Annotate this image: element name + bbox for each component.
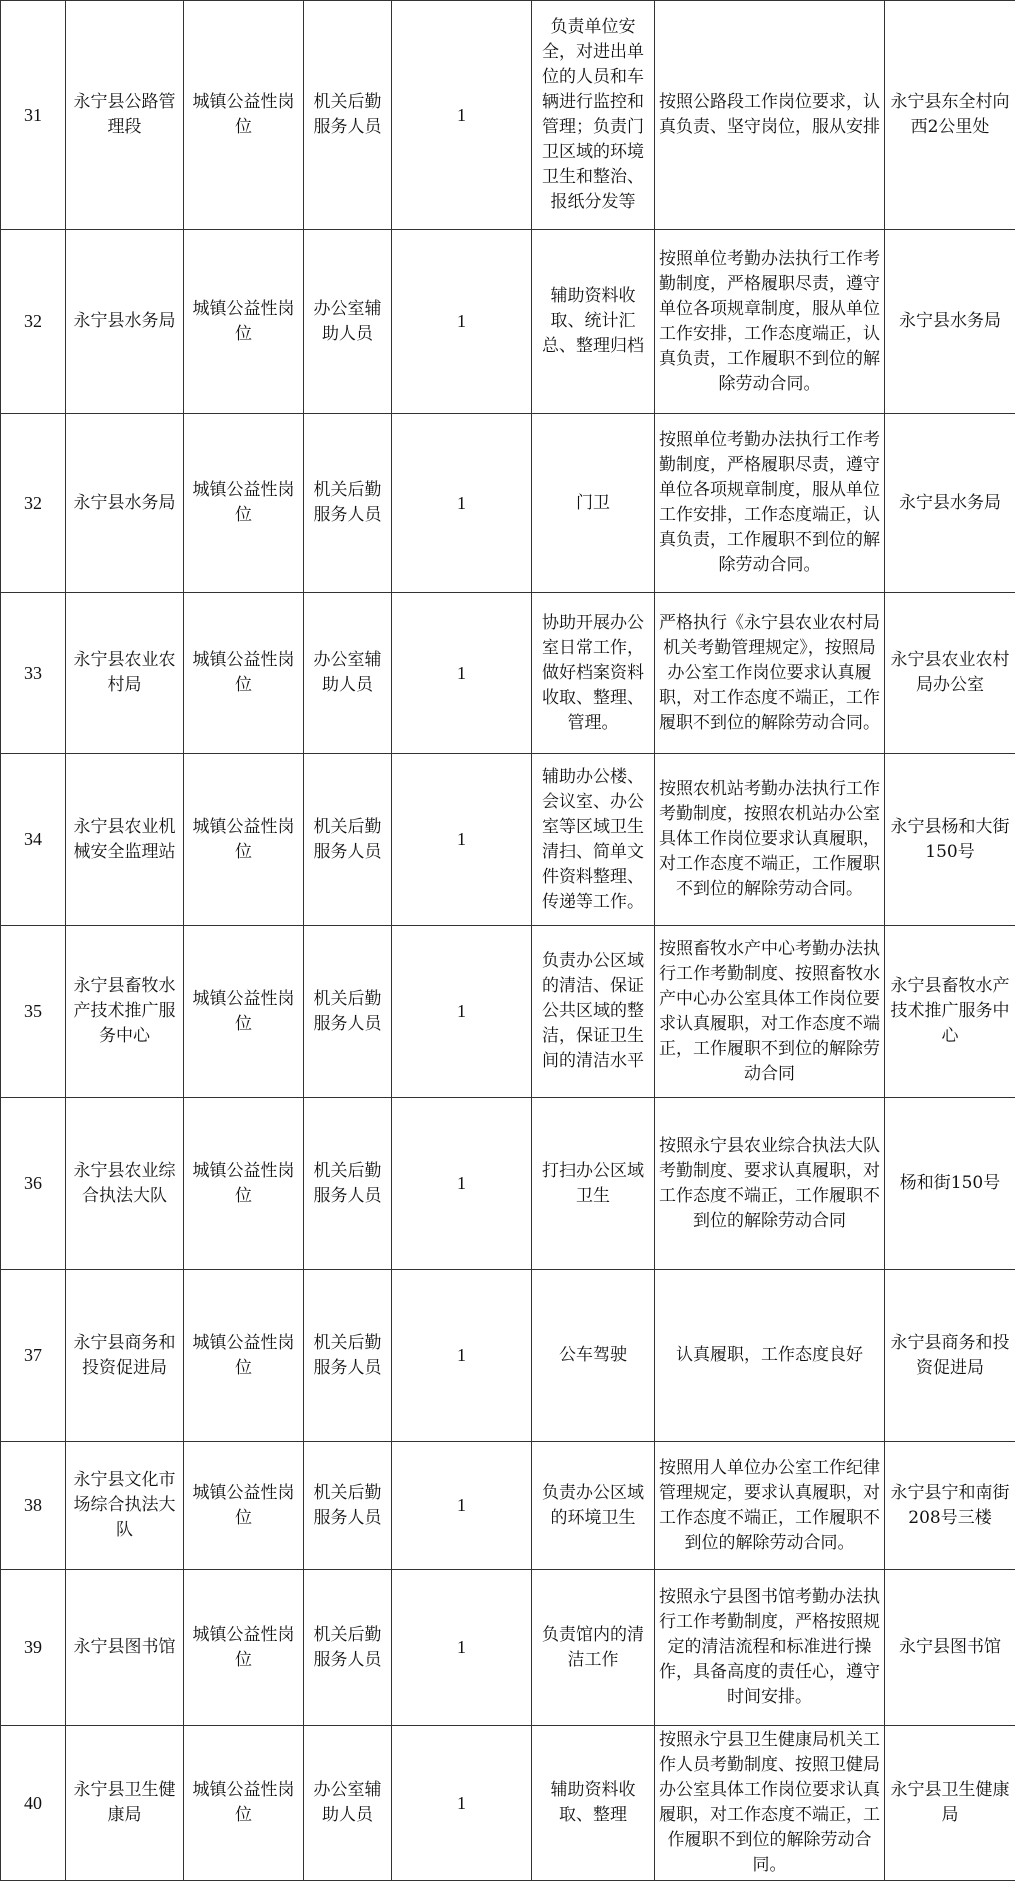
employer-unit: 永宁县水务局 [66,230,184,414]
job-duty: 负责单位安全，对进出单位的人员和车辆进行监控和管理；负责门卫区域的环境卫生和整治、报纸分发等 [532,1,655,230]
employer-unit: 永宁县水务局 [66,414,184,593]
work-location: 永宁县水务局 [885,230,1015,414]
headcount: 1 [392,593,532,754]
position-type: 城镇公益性岗位 [184,926,304,1098]
position-type: 城镇公益性岗位 [184,1270,304,1442]
position-type: 城镇公益性岗位 [184,1098,304,1270]
position-type: 城镇公益性岗位 [184,1,304,230]
position-type: 城镇公益性岗位 [184,230,304,414]
job-requirement: 按照用人单位办公室工作纪律管理规定，要求认真履职，对工作态度不端正，工作履职不到位的解除劳动合同。 [655,1442,885,1570]
row-number: 33 [1,593,66,754]
table-row [1,414,1015,593]
job-duty: 辅助办公楼、会议室、办公室等区域卫生清扫、简单文件资料整理、传递等工作。 [532,754,655,926]
table-row [1,926,1015,1098]
position-name: 机关后勤服务人员 [304,1098,392,1270]
job-requirement: 按照农机站考勤办法执行工作考勤制度，按照农机站办公室具体工作岗位要求认真履职，对工作态度不端正，工作履职不到位的解除劳动合同。 [655,754,885,926]
work-location: 永宁县东全村向西2公里处 [885,1,1015,230]
position-type: 城镇公益性岗位 [184,593,304,754]
employer-unit: 永宁县畜牧水产技术推广服务中心 [66,926,184,1098]
employer-unit: 永宁县公路管理段 [66,1,184,230]
row-number: 32 [1,230,66,414]
table-row [1,1,1015,230]
position-name: 机关后勤服务人员 [304,414,392,593]
headcount: 1 [392,230,532,414]
position-name: 机关后勤服务人员 [304,1,392,230]
employer-unit: 永宁县农业农村局 [66,593,184,754]
job-duty: 负责办公区域的清洁、保证公共区域的整洁，保证卫生间的清洁水平 [532,926,655,1098]
job-duty: 辅助资料收取、整理 [532,1726,655,1881]
job-requirement: 按照永宁县图书馆考勤办法执行工作考勤制度，严格按照规定的清洁流程和标准进行操作，具备高度的责任心，遵守时间安排。 [655,1570,885,1726]
position-name: 办公室辅助人员 [304,593,392,754]
position-type: 城镇公益性岗位 [184,754,304,926]
headcount: 1 [392,1442,532,1570]
table-row [1,230,1015,414]
position-type: 城镇公益性岗位 [184,1570,304,1726]
job-requirement: 按照单位考勤办法执行工作考勤制度，严格履职尽责，遵守单位各项规章制度，服从单位工作安排，工作态度端正，认真负责，工作履职不到位的解除劳动合同。 [655,414,885,593]
work-location: 永宁县农业农村局办公室 [885,593,1015,754]
table-row [1,1726,1015,1881]
job-requirement: 按照单位考勤办法执行工作考勤制度，严格履职尽责，遵守单位各项规章制度，服从单位工作安排，工作态度端正，认真负责，工作履职不到位的解除劳动合同。 [655,230,885,414]
position-name: 机关后勤服务人员 [304,1570,392,1726]
employer-unit: 永宁县卫生健康局 [66,1726,184,1881]
headcount: 1 [392,754,532,926]
headcount: 1 [392,1726,532,1881]
table-row [1,754,1015,926]
job-duty: 门卫 [532,414,655,593]
headcount: 1 [392,1570,532,1726]
headcount: 1 [392,1,532,230]
headcount: 1 [392,1270,532,1442]
work-location: 永宁县杨和大街150号 [885,754,1015,926]
position-name: 机关后勤服务人员 [304,926,392,1098]
employer-unit: 永宁县农业综合执法大队 [66,1098,184,1270]
row-number: 34 [1,754,66,926]
headcount: 1 [392,926,532,1098]
row-number: 38 [1,1442,66,1570]
table-row [1,1098,1015,1270]
job-requirement: 认真履职，工作态度良好 [655,1270,885,1442]
work-location: 永宁县商务和投资促进局 [885,1270,1015,1442]
work-location: 永宁县图书馆 [885,1570,1015,1726]
job-duty: 协助开展办公室日常工作，做好档案资料收取、整理、管理。 [532,593,655,754]
work-location: 永宁县水务局 [885,414,1015,593]
position-type: 城镇公益性岗位 [184,414,304,593]
row-number: 31 [1,1,66,230]
headcount: 1 [392,1098,532,1270]
row-number: 40 [1,1726,66,1881]
employer-unit: 永宁县图书馆 [66,1570,184,1726]
job-requirement: 按照永宁县农业综合执法大队考勤制度、要求认真履职，对工作态度不端正，工作履职不到位的解除劳动合同 [655,1098,885,1270]
table-row [1,593,1015,754]
position-name: 办公室辅助人员 [304,1726,392,1881]
work-location: 杨和街150号 [885,1098,1015,1270]
job-requirement: 按照永宁县卫生健康局机关工作人员考勤制度、按照卫健局办公室具体工作岗位要求认真履职，对工作态度不端正，工作履职不到位的解除劳动合同。 [655,1726,885,1881]
job-duty: 负责办公区域的环境卫生 [532,1442,655,1570]
job-requirement: 按照公路段工作岗位要求，认真负责、坚守岗位，服从安排 [655,1,885,230]
position-type: 城镇公益性岗位 [184,1442,304,1570]
job-requirement: 严格执行《永宁县农业农村局机关考勤管理规定》，按照局办公室工作岗位要求认真履职，对工作态度不端正，工作履职不到位的解除劳动合同。 [655,593,885,754]
position-name: 机关后勤服务人员 [304,1270,392,1442]
table-row [1,1570,1015,1726]
position-type: 城镇公益性岗位 [184,1726,304,1881]
work-location: 永宁县宁和南街208号三楼 [885,1442,1015,1570]
row-number: 32 [1,414,66,593]
position-name: 机关后勤服务人员 [304,754,392,926]
position-name: 办公室辅助人员 [304,230,392,414]
work-location: 永宁县畜牧水产技术推广服务中心 [885,926,1015,1098]
row-number: 35 [1,926,66,1098]
job-duty: 辅助资料收取、统计汇总、整理归档 [532,230,655,414]
row-number: 36 [1,1098,66,1270]
job-duty: 打扫办公区域卫生 [532,1098,655,1270]
table-row [1,1270,1015,1442]
work-location: 永宁县卫生健康局 [885,1726,1015,1881]
job-duty: 负责馆内的清洁工作 [532,1570,655,1726]
table-row [1,1442,1015,1570]
row-number: 37 [1,1270,66,1442]
job-duty: 公车驾驶 [532,1270,655,1442]
headcount: 1 [392,414,532,593]
job-requirement: 按照畜牧水产中心考勤办法执行工作考勤制度、按照畜牧水产中心办公室具体工作岗位要求认真履职，对工作态度不端正，工作履职不到位的解除劳动合同 [655,926,885,1098]
position-name: 机关后勤服务人员 [304,1442,392,1570]
row-number: 39 [1,1570,66,1726]
employer-unit: 永宁县商务和投资促进局 [66,1270,184,1442]
employer-unit: 永宁县文化市场综合执法大队 [66,1442,184,1570]
employer-unit: 永宁县农业机械安全监理站 [66,754,184,926]
